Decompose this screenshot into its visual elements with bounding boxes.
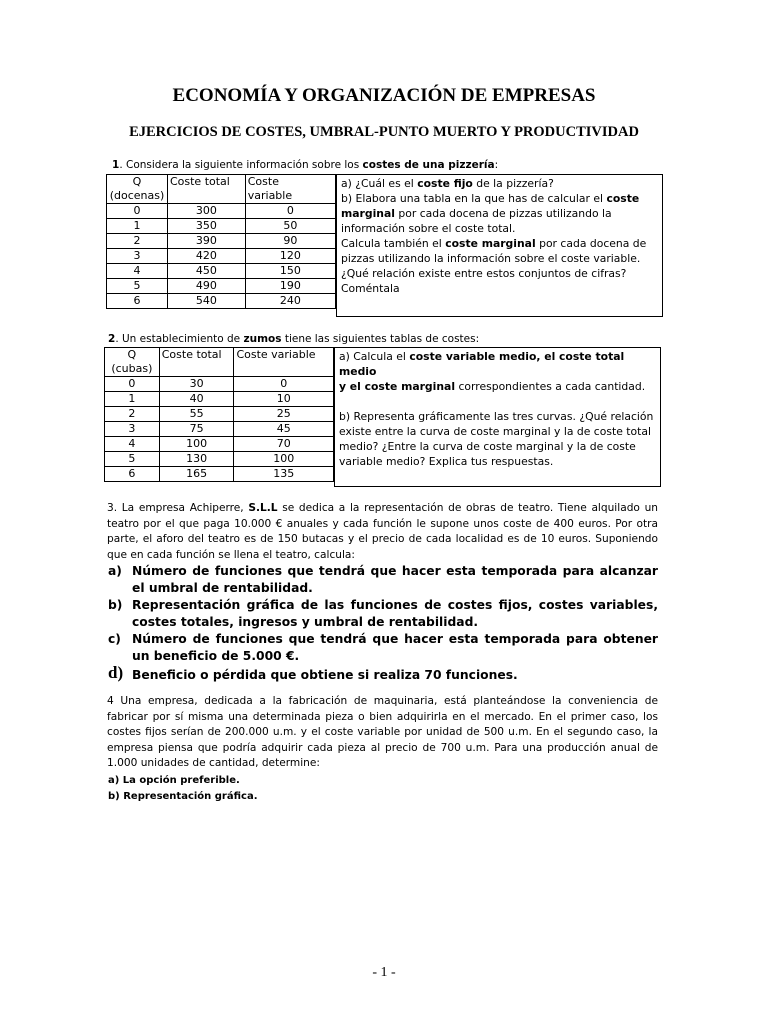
table-cell: 4 <box>105 437 160 452</box>
table-cell: 420 <box>167 249 245 264</box>
header-cell: Q (cubas) <box>105 348 160 377</box>
table-cell: 6 <box>105 467 160 482</box>
table-row <box>105 437 334 452</box>
table-cell: 0 <box>234 377 334 392</box>
table-cell: 3 <box>105 422 160 437</box>
table-cell: 150 <box>245 264 335 279</box>
exercise-3-items <box>108 563 658 684</box>
table-cell: 40 <box>159 392 234 407</box>
table-cell: 100 <box>234 452 334 467</box>
table-row <box>107 234 336 249</box>
table-cell: 75 <box>159 422 234 437</box>
header-cell: Q (docenas) <box>107 175 168 204</box>
table-cell: 2 <box>107 234 168 249</box>
table-cell: 120 <box>245 249 335 264</box>
table-cell: 240 <box>245 294 335 309</box>
table-row <box>107 264 336 279</box>
table-cell: 90 <box>245 234 335 249</box>
table-cell: 25 <box>234 407 334 422</box>
table-cell: 490 <box>167 279 245 294</box>
table-cell: 6 <box>107 294 168 309</box>
header-cell: Coste total <box>159 348 234 377</box>
list-item: d) Beneficio o pérdida que obtiene si realiza 70 funciones. <box>108 663 518 682</box>
document-subtitle: EJERCICIOS DE COSTES, UMBRAL-PUNTO MUERTO Y PRODUCTIVIDAD <box>129 124 639 140</box>
table-cell: 2 <box>105 407 160 422</box>
table-cell: 300 <box>167 204 245 219</box>
exercise-1-table <box>106 174 336 309</box>
table-cell: 55 <box>159 407 234 422</box>
table-cell: 10 <box>234 392 334 407</box>
table-row <box>105 392 334 407</box>
table-cell: 135 <box>234 467 334 482</box>
table-header-row <box>107 175 336 204</box>
table-row <box>107 204 336 219</box>
document-title: ECONOMÍA Y ORGANIZACIÓN DE EMPRESAS <box>172 85 596 106</box>
table-cell: 165 <box>159 467 234 482</box>
table-cell: 50 <box>245 219 335 234</box>
table-cell: 5 <box>107 279 168 294</box>
table-cell: 4 <box>107 264 168 279</box>
page-number: - 1 - <box>372 965 396 980</box>
exercise-4-items <box>108 773 258 805</box>
header-cell: Coste total <box>167 175 245 204</box>
table-row <box>105 422 334 437</box>
table-cell: 1 <box>105 392 160 407</box>
exercise-2-intro: 2. Un establecimiento de zumos tiene las siguientes tablas de costes: <box>108 333 480 345</box>
list-item: c) Número de funciones que tendrá que hacer esta temporada para obtener un beneficio de 5.000 €. <box>108 632 658 663</box>
table-cell: 70 <box>234 437 334 452</box>
exercise-1-questions: a) ¿Cuál es el coste fijo de la pizzería? b) Elabora una tabla en la que has de calcular el coste marginal por cada docena de pizzas utilizando la información sobre el coste total. Calcula también el coste marginal por cada docena de pizzas utilizando la información sobre el coste variable. ¿Qué relación existe entre estos conjuntos de cifras? Coméntala <box>336 174 663 317</box>
list-item: b) Representación gráfica. <box>108 791 258 802</box>
table-row <box>107 249 336 264</box>
table-row <box>107 219 336 234</box>
list-item: a) Número de funciones que tendrá que hacer esta temporada para alcanzar el umbral de rentabilidad. <box>108 564 658 595</box>
header-cell: Coste variable <box>234 348 334 377</box>
table-cell: 130 <box>159 452 234 467</box>
table-row <box>105 377 334 392</box>
table-row <box>107 279 336 294</box>
table-cell: 0 <box>105 377 160 392</box>
table-cell: 0 <box>107 204 168 219</box>
table-cell: 45 <box>234 422 334 437</box>
table-row <box>105 467 334 482</box>
exercise-1-intro: 1. Considera la siguiente información sobre los costes de una pizzería: <box>112 159 499 171</box>
table-cell: 540 <box>167 294 245 309</box>
table-cell: 350 <box>167 219 245 234</box>
table-cell: 3 <box>107 249 168 264</box>
table-cell: 190 <box>245 279 335 294</box>
table-cell: 100 <box>159 437 234 452</box>
table-cell: 30 <box>159 377 234 392</box>
table-header-row <box>105 348 334 377</box>
table-cell: 5 <box>105 452 160 467</box>
exercise-2-questions: a) Calcula el coste variable medio, el coste total medio y el coste marginal correspondientes a cada cantidad. b) Representa gráficamente las tres curvas. ¿Qué relación existe entre la curva de coste marginal y la de coste total medio? ¿Entre la curva de coste marginal y la de coste variable medio? Explica tus respuestas. <box>334 347 661 487</box>
list-item: b) Representación gráfica de las funciones de costes fijos, costes variables, costes totales, ingresos y umbral de rentabilidad. <box>108 598 658 629</box>
table-cell: 0 <box>245 204 335 219</box>
table-cell: 390 <box>167 234 245 249</box>
table-cell: 450 <box>167 264 245 279</box>
exercise-2-table <box>104 347 334 482</box>
list-item: a) La opción preferible. <box>108 775 240 786</box>
table-cell: 1 <box>107 219 168 234</box>
header-cell: Coste variable <box>245 175 335 204</box>
table-row <box>105 452 334 467</box>
exercise-4-statement: 4 Una empresa, dedicada a la fabricación de maquinaria, está planteándose la conveniencia de fabricar por sí misma una determinada pieza o bien adquirirla en el mercado. En el primer caso, los costes fijos serían de 200.000 u.m. y el coste variable por unidad de 500 u.m. En el segundo caso, la empresa piensa que podría adquirir cada pieza al precio de 700 u.m. Para una producción anual de 1.000 unidades de cantidad, determine: <box>107 695 658 769</box>
table-row <box>105 407 334 422</box>
table-row <box>107 294 336 309</box>
exercise-3-statement: 3. La empresa Achiperre, S.L.L se dedica a la representación de obras de teatro. Tiene alquilado un teatro por el que paga 10.000 € anuales y cada función le supone unos coste de 400 euros. Por otra parte, el aforo del teatro es de 150 butacas y el precio de cada localidad es de 10 euros. Suponiendo que en cada función se llena el teatro, calcula: <box>107 502 658 561</box>
